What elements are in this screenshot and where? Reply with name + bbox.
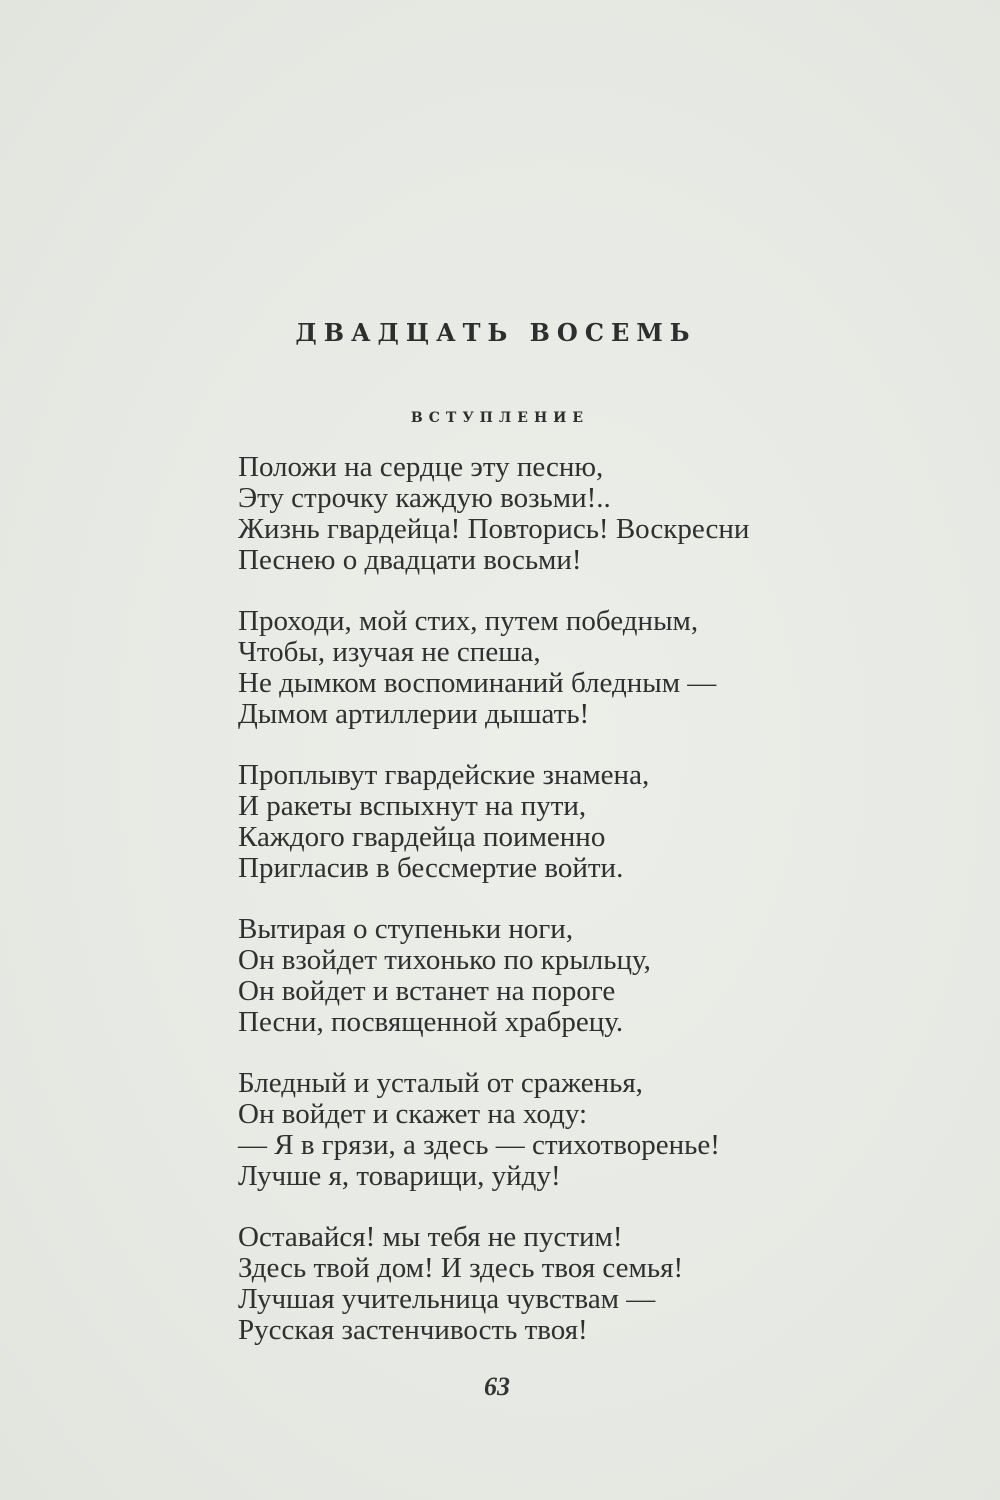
poem-line: Он войдет и встанет на пороге: [238, 975, 616, 1007]
poem-line: Пригласив в бессмертие войти.: [238, 852, 624, 884]
poem-line: Жизнь гвардейца! Повторись! Воскресни: [238, 513, 750, 545]
stanza: [238, 1222, 938, 1346]
section-subtitle: ВСТУПЛЕНИЕ: [410, 410, 590, 426]
poem-title: ДВАДЦАТЬ ВОСЕМЬ: [295, 318, 697, 347]
poem-line: Песнею о двадцати восьми!: [238, 544, 582, 576]
poem-line: Эту строчку каждую возьми!..: [238, 482, 611, 514]
poem-body: [238, 452, 938, 1376]
poem-line: Он взойдет тихонько по крыльцу,: [238, 944, 651, 976]
poem-line: Каждого гвардейца поименно: [238, 821, 606, 853]
poem-line: И ракеты вспыхнут на пути,: [238, 790, 587, 822]
poem-line: Песни, посвященной храбрецу.: [238, 1006, 624, 1038]
poem-line: Лучше я, товарищи, уйду!: [238, 1160, 561, 1192]
stanza: [238, 452, 938, 576]
poem-line: Проходи, мой стих, путем победным,: [238, 605, 699, 637]
poem-line: Здесь твой дом! И здесь твоя семья!: [238, 1252, 684, 1284]
poem-line: Не дымком воспоминаний бледным —: [238, 667, 717, 699]
poem-line: Он войдет и скажет на ходу:: [238, 1098, 588, 1130]
poem-line: Лучшая учительница чувствам —: [238, 1283, 656, 1315]
poem-line: Бледный и усталый от сраженья,: [238, 1067, 643, 1099]
poem-line: Дымом артиллерии дышать!: [238, 698, 590, 730]
poem-line: Проплывут гвардейские знамена,: [238, 759, 650, 791]
poem-line: Вытирая о ступеньки ноги,: [238, 913, 574, 945]
stanza: [238, 606, 938, 730]
poem-line: Положи на сердце эту песню,: [238, 451, 604, 483]
stanza: [238, 1068, 938, 1192]
poem-line: Русская застенчивость твоя!: [238, 1314, 588, 1346]
poem-line: Оставайся! мы тебя не пустим!: [238, 1221, 623, 1253]
poem-line: — Я в грязи, а здесь — стихотворенье!: [238, 1129, 720, 1161]
poem-line: Чтобы, изучая не спеша,: [238, 636, 541, 668]
page-number: 63: [484, 1372, 510, 1401]
stanza: [238, 914, 938, 1038]
stanza: [238, 760, 938, 884]
